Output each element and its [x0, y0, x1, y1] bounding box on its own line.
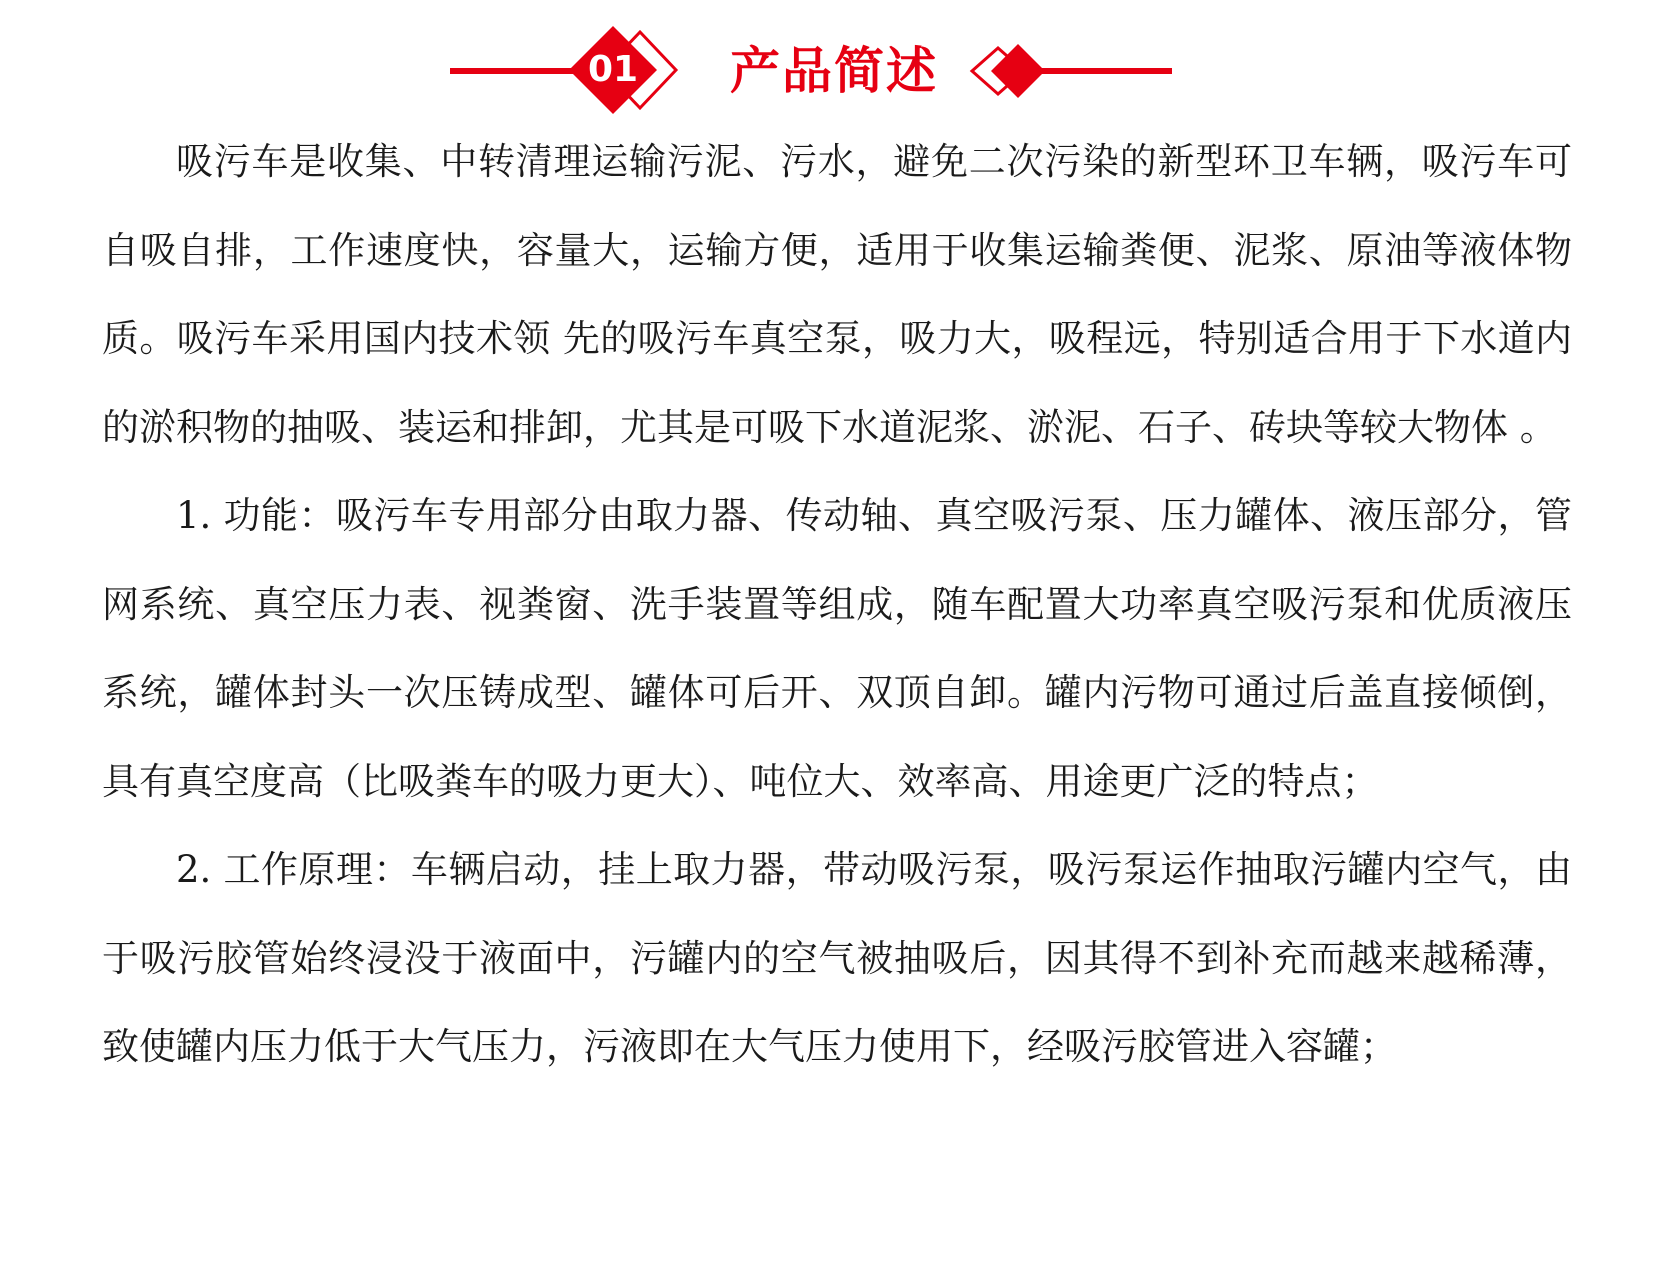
- section-title: 产品简述: [730, 42, 938, 100]
- section-number: 01: [587, 49, 639, 90]
- right-rule-line: [1030, 68, 1172, 74]
- section-header: [0, 0, 1654, 130]
- body-text: [102, 118, 1572, 1092]
- left-rule-line: [450, 68, 590, 74]
- paragraph-function: 1. 功能：吸污车专用部分由取力器、传动轴、真空吸污泵、压力罐体、液压部分，管网系统、真空压力表、视粪窗、洗手装置等组成，随车配置大功率真空吸污泵和优质液压系统，罐体封头一次压铸成型、罐体可后开、双顶自卸。罐内污物可通过后盖直接倾倒，具有真空度高（比吸粪车的吸力更大）、吨位大、效率高、用途更广泛的特点；: [102, 494, 1572, 803]
- paragraph-intro: 吸污车是收集、中转清理运输污泥、污水，避免二次污染的新型环卫车辆，吸污车可自吸自排，工作速度快，容量大，运输方便，适用于收集运输粪便、泥浆、原油等液体物质。吸污车采用国内技术领 先的吸污车真空泵，吸力大，吸程远，特别适合用于下水道内的淤积物的抽吸、装运和排卸，尤其是可吸下水道泥浆、淤泥、石子、砖块等较大物体 。: [102, 140, 1572, 449]
- paragraph-principle: 2. 工作原理：车辆启动，挂上取力器，带动吸污泵，吸污泵运作抽取污罐内空气，由于吸污胶管始终浸没于液面中，污罐内的空气被抽吸后，因其得不到补充而越来越稀薄，致使罐内压力低于大气压力，污液即在大气压力使用下，经吸污胶管进入容罐；: [102, 848, 1572, 1068]
